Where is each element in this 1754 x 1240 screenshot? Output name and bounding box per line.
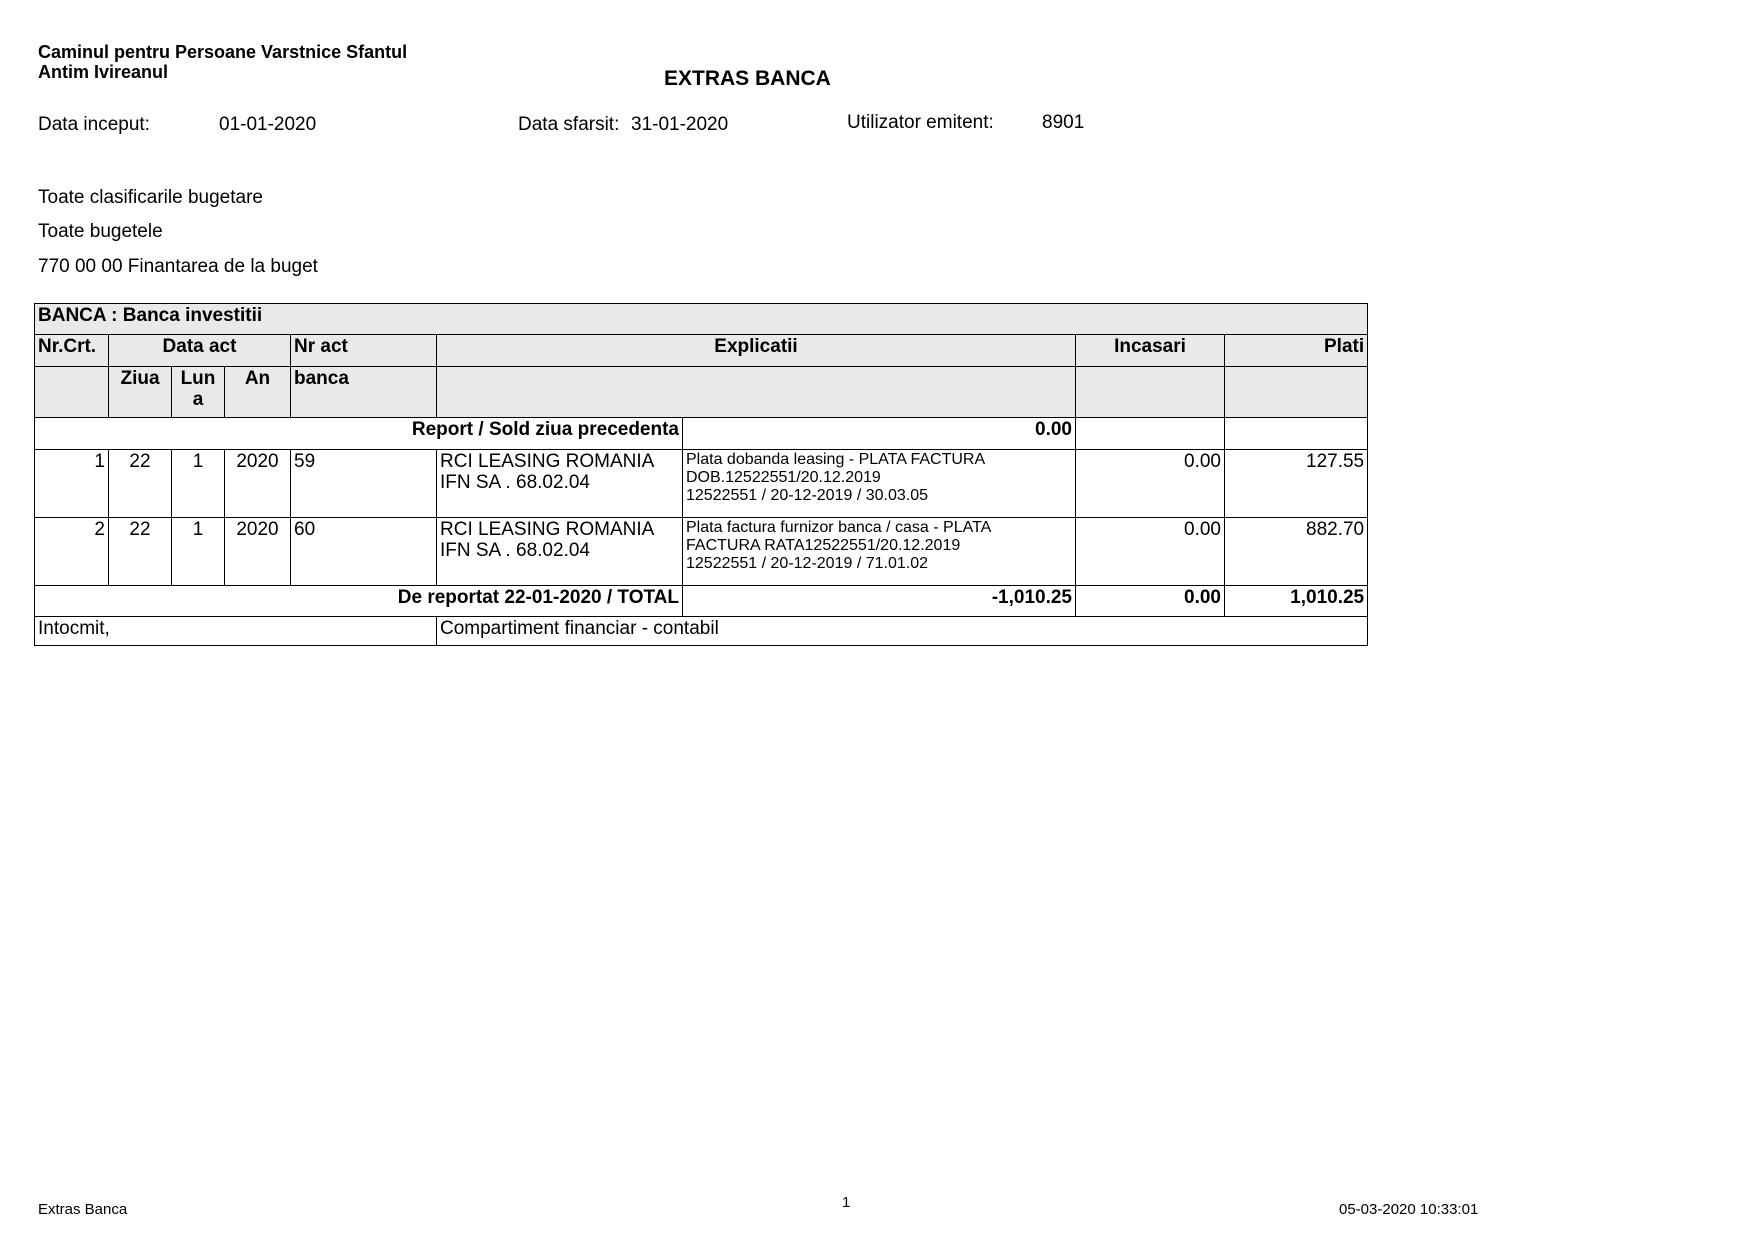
header-ziua: Ziua [109,367,172,418]
header-row-sub [35,367,1368,418]
header-nr-act: Nr act [291,335,437,367]
header-explicatii: Explicatii [437,335,1076,367]
total-plati: 1,010.25 [1225,586,1368,617]
row-nr-act: 60 [291,518,437,586]
header-empty-cell [35,367,109,418]
page-number: 1 [842,1194,851,1211]
report-empty-cell [1076,418,1225,450]
header-luna: Lun a [172,367,225,418]
institution-name [38,42,407,82]
header-data-act: Data act [109,335,291,367]
row-an: 2020 [225,450,291,518]
row-an: 2020 [225,518,291,586]
row-nr: 1 [35,450,109,518]
row-ziua: 22 [109,450,172,518]
issuing-user-label: Utilizator emitent: [847,112,994,133]
header-an: An [225,367,291,418]
header-incasari: Incasari [1076,335,1225,367]
institution-name-line2: Antim Ivireanul [38,62,169,82]
row-nr-act: 59 [291,450,437,518]
total-row [35,586,1368,617]
report-label: Report / Sold ziua precedenta [35,418,683,450]
row-explanation-line3: 12522551 / 20-12-2019 / 71.01.02 [686,555,928,572]
header-row-main [35,335,1368,367]
document-title: EXTRAS BANCA [664,67,831,90]
row-nr: 2 [35,518,109,586]
end-date-value: 31-01-2020 [631,114,729,135]
row-plati: 127.55 [1225,450,1368,518]
start-date-value: 01-01-2020 [219,114,317,135]
row-plati: 882.70 [1225,518,1368,586]
end-date-label: Data sfarsit: [518,114,620,135]
report-row [35,418,1368,450]
row-luna: 1 [172,518,225,586]
row-explanation [683,518,1076,586]
institution-name-line1: Caminul pentru Persoane Varstnice Sfantul [38,42,408,62]
header-nr-crt: Nr.Crt. [35,335,109,367]
signature-department: Compartiment financiar - contabil [437,617,1368,646]
header-empty-cell [1225,367,1368,418]
bank-name-row [35,304,1368,335]
row-partner-line1: RCI LEASING ROMANIA [440,451,655,472]
start-date-label: Data inceput: [38,114,150,135]
filter-budgets: Toate bugetele [38,221,163,242]
report-empty-cell [1225,418,1368,450]
row-explanation-line1: Plata factura furnizor banca / casa - PLATA [686,519,992,536]
report-value: 0.00 [683,418,1076,450]
row-incasari: 0.00 [1076,518,1225,586]
signature-prepared-by: Intocmit, [35,617,437,646]
total-label: De reportat 22-01-2020 / TOTAL [35,586,683,617]
row-luna: 1 [172,450,225,518]
row-partner-line2: IFN SA . 68.02.04 [440,472,590,493]
row-explanation [683,450,1076,518]
row-explanation-line3: 12522551 / 20-12-2019 / 30.03.05 [686,487,928,504]
footer-report-name: Extras Banca [38,1201,128,1218]
table-row [35,450,1368,518]
bank-statement-table [34,303,1368,646]
row-explanation-line2: FACTURA RATA12522551/20.12.2019 [686,537,961,554]
issuing-user-value: 8901 [1042,112,1085,133]
header-banca: banca [291,367,437,418]
filter-financing: 770 00 00 Finantarea de la buget [38,256,318,277]
row-explanation-line2: DOB.12522551/20.12.2019 [686,469,881,486]
row-partner-line2: IFN SA . 68.02.04 [440,540,590,561]
row-partner [437,450,683,518]
table-row [35,518,1368,586]
row-ziua: 22 [109,518,172,586]
footer-timestamp: 05-03-2020 10:33:01 [1339,1201,1479,1218]
row-incasari: 0.00 [1076,450,1225,518]
row-explanation-line1: Plata dobanda leasing - PLATA FACTURA [686,451,986,468]
bank-name: BANCA : Banca investitii [35,304,1368,335]
signature-row [35,617,1368,646]
header-empty-cell [1076,367,1225,418]
header-empty-cell [437,367,1076,418]
header-plati: Plati [1225,335,1368,367]
row-partner-line1: RCI LEASING ROMANIA [440,519,655,540]
row-partner [437,518,683,586]
total-incasari: 0.00 [1076,586,1225,617]
total-sold: -1,010.25 [683,586,1076,617]
filter-classifications: Toate clasificarile bugetare [38,187,263,208]
